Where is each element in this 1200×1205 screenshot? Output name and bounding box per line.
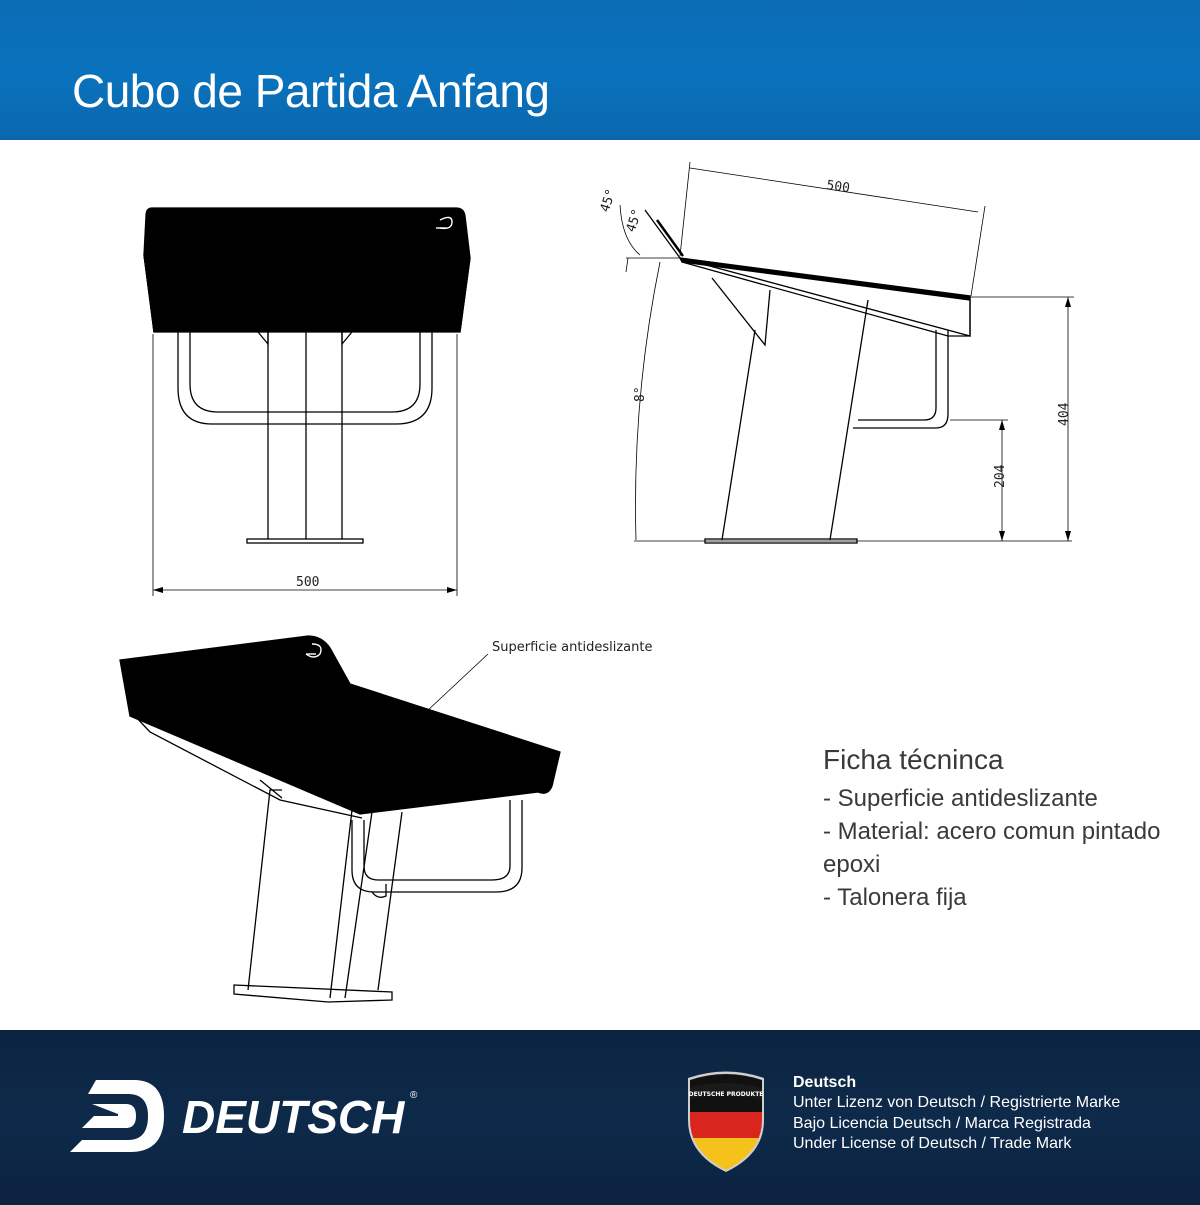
- license-line: Unter Lizenz von Deutsch / Registrierte Marke: [793, 1094, 1121, 1111]
- front-width-label: 500: [296, 575, 320, 590]
- brand-logo: [68, 1076, 428, 1156]
- iso-view: [120, 636, 560, 1002]
- spec-item: epoxi: [823, 851, 881, 878]
- badge-text: DEUTSCHE PRODUKTE: [688, 1091, 764, 1098]
- brand-name: DEUTSCH: [182, 1091, 405, 1143]
- side-tilt-label: 8°: [633, 386, 648, 402]
- spec-item: - Talonera fija: [823, 884, 967, 911]
- iso-top-surface: [120, 636, 560, 814]
- page-title: Cubo de Partida Anfang: [72, 65, 550, 117]
- registered-mark: ®: [410, 1090, 418, 1101]
- callout-label: Superficie antideslizante: [492, 640, 653, 655]
- side-footrest-height-label: 204: [993, 464, 1008, 488]
- footer-banner: [0, 1030, 1200, 1205]
- deutsch-logo-icon: [68, 1076, 178, 1156]
- side-angle-outer-label: 45°: [597, 187, 620, 215]
- license-company: Deutsch: [793, 1074, 857, 1091]
- front-top-surface: [144, 208, 470, 332]
- callout-leader-line: [426, 654, 488, 712]
- front-view: [144, 208, 470, 596]
- side-top-length-label: 500: [825, 178, 851, 197]
- license-line: Bajo Licencia Deutsch / Marca Registrada: [793, 1114, 1091, 1132]
- license-block: [793, 1072, 1120, 1155]
- side-angle-inner-label: 45°: [623, 207, 646, 235]
- header-banner: [0, 0, 1200, 140]
- spec-sheet: [823, 744, 1183, 914]
- front-footrest: [178, 332, 432, 424]
- front-base-plate: [247, 539, 363, 543]
- spec-item: - Material: acero comun pintado: [823, 818, 1161, 845]
- spec-list: [823, 782, 1183, 914]
- spec-item: - Superficie antideslizante: [823, 785, 1098, 812]
- license-line: Under License of Deutsch / Trade Mark: [793, 1135, 1072, 1152]
- deutsche-produkte-shield-icon: [684, 1066, 768, 1172]
- spec-sheet-title: Ficha técninca: [823, 744, 1004, 775]
- side-total-height-label: 404: [1057, 402, 1072, 426]
